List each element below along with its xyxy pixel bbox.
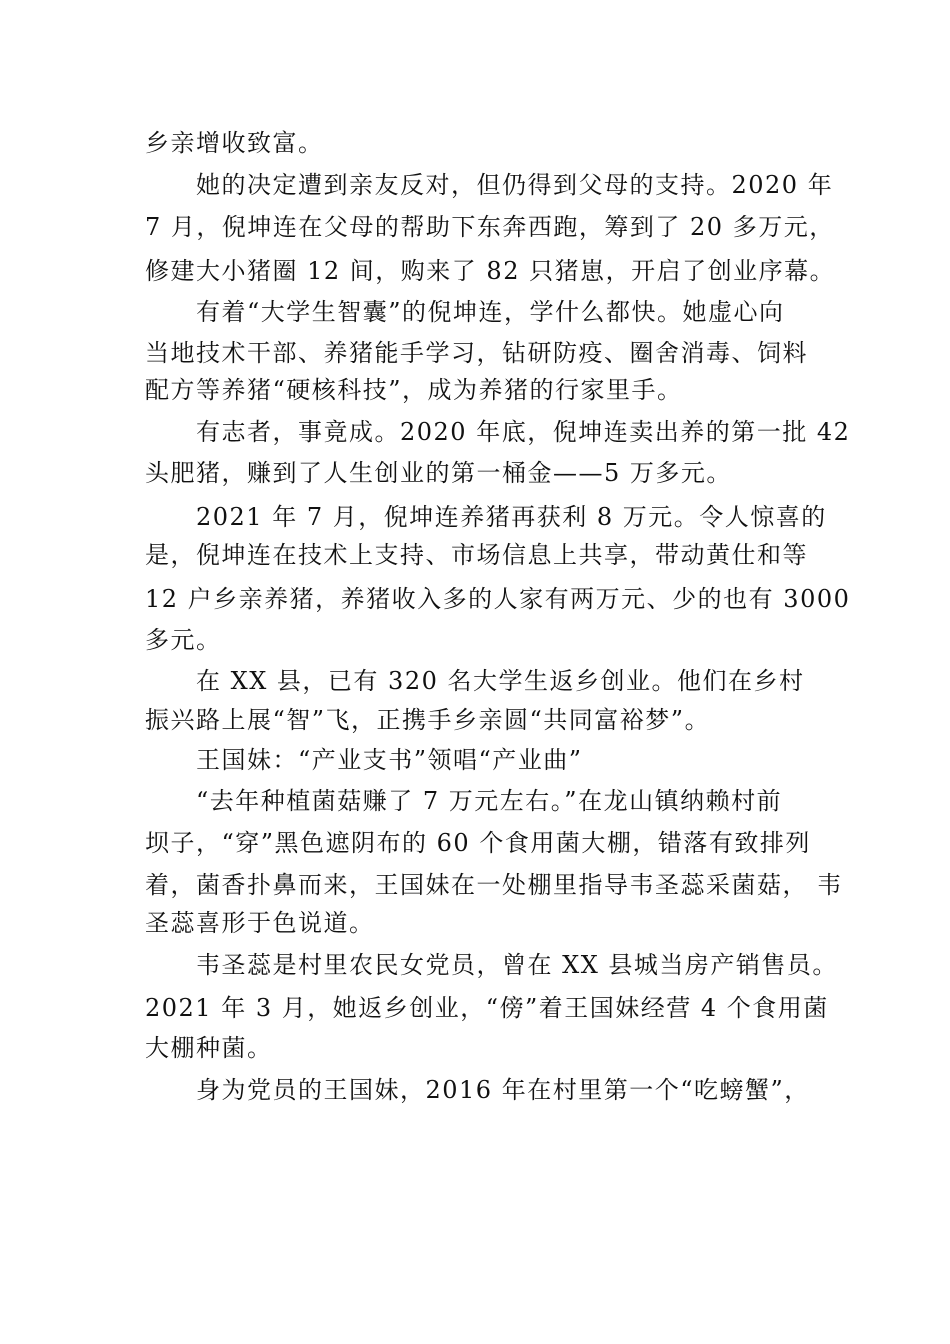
text-line: “去年种植菌菇赚了 7 万元左右。”在龙山镇纳赖村前 (196, 787, 783, 815)
text-line: 乡亲增收致富。 (145, 129, 324, 157)
text-line: 12 户乡亲养猪，养猪收入多的人家有两万元、少的也有 3000 (145, 585, 851, 613)
text-line: 2021 年 3 月，她返乡创业，“傍”着王国妹经营 4 个食用菌 (145, 994, 829, 1022)
text-line: 她的决定遭到亲友反对，但仍得到父母的支持。2020 年 (196, 171, 834, 199)
text-line: 多元。 (145, 626, 222, 654)
text-line: 韦圣蕊是村里农民女党员，曾在 XX 县城当房产销售员。 (196, 951, 838, 979)
text-line: 有志者，事竟成。2020 年底，倪坤连卖出养的第一批 42 (196, 418, 851, 446)
text-line: 坝子，“穿”黑色遮阴布的 60 个食用菌大棚，错落有致排列 (145, 829, 811, 857)
text-line: 大棚种菌。 (145, 1034, 273, 1062)
text-line: 当地技术干部、养猪能手学习，钻研防疫、圈舍消毒、饲料 (145, 339, 808, 367)
text-line: 身为党员的王国妹，2016 年在村里第一个“吃螃蟹”， (196, 1076, 810, 1104)
text-line: 头肥猪，赚到了人生创业的第一桶金——5 万多元。 (145, 459, 732, 487)
text-line: 有着“大学生智囊”的倪坤连，学什么都快。她虚心向 (196, 298, 785, 326)
text-line: 修建大小猪圈 12 间，购来了 82 只猪崽，开启了创业序幕。 (145, 257, 836, 285)
text-line: 着，菌香扑鼻而来，王国妹在一处棚里指导韦圣蕊采菌菇， 韦 (145, 871, 843, 899)
text-line: 配方等养猪“硬核科技”，成为养猪的行家里手。 (145, 376, 683, 404)
text-line: 是，倪坤连在技术上支持、市场信息上共享，带动黄仕和等 (145, 541, 808, 569)
text-line: 7 月，倪坤连在父母的帮助下东奔西跑，筹到了 20 多万元， (145, 213, 835, 241)
text-line: 振兴路上展“智”飞，正携手乡亲圆“共同富裕梦”。 (145, 706, 711, 734)
text-line: 2021 年 7 月，倪坤连养猪再获利 8 万元。令人惊喜的 (196, 503, 827, 531)
text-line: 在 XX 县，已有 320 名大学生返乡创业。他们在乡村 (196, 667, 805, 695)
section-heading: 王国妹：“产业支书”领唱“产业曲” (196, 746, 583, 774)
text-line: 圣蕊喜形于色说道。 (145, 909, 375, 937)
